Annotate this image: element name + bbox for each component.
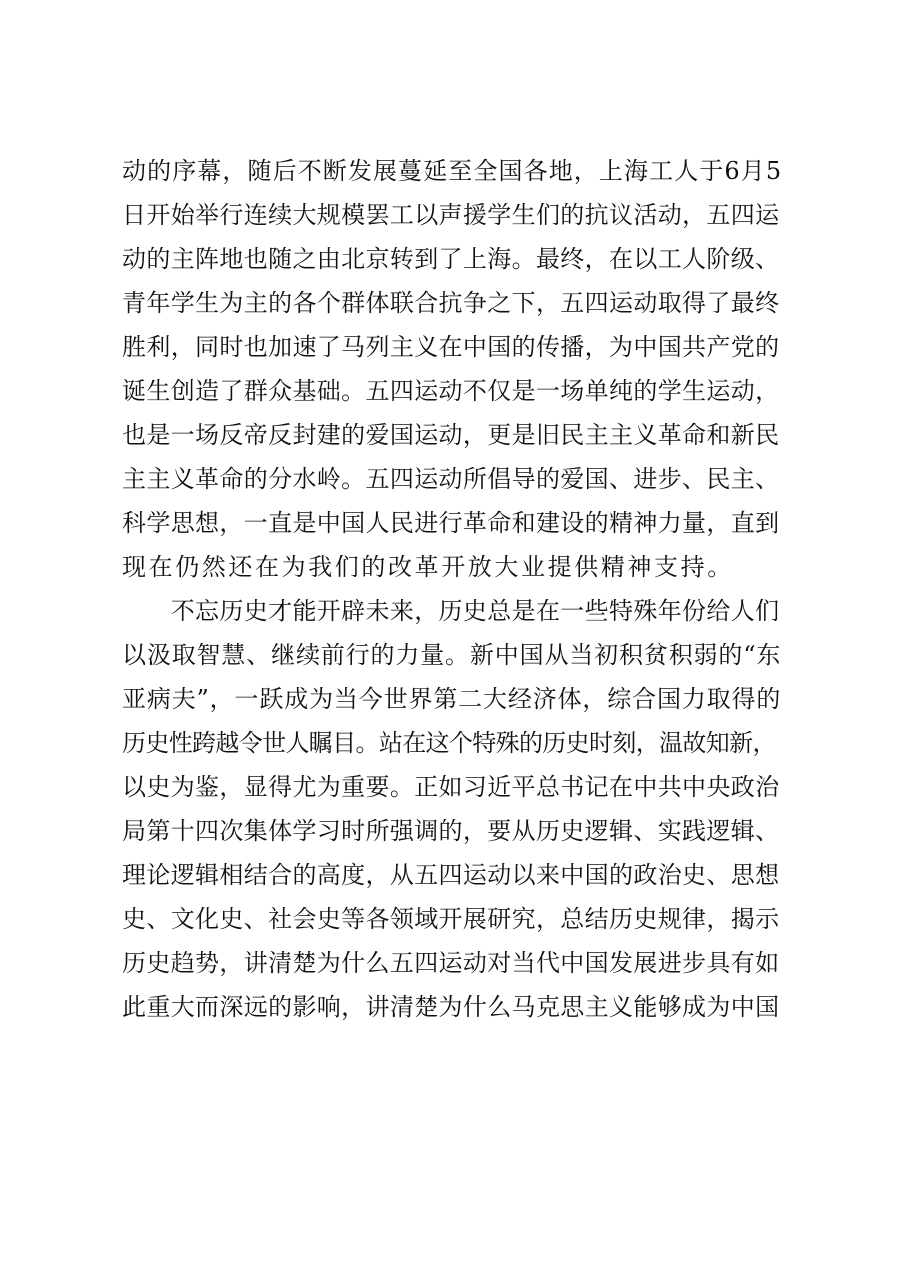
text-line: 日开始举行连续大规模罢工以声援学生们的抗议活动，五四运 <box>122 201 780 229</box>
text-line: 历史趋势，讲清楚为什么五四运动对当代中国发展进步具有如 <box>122 949 780 977</box>
text-line: 此重大而深远的影响，讲清楚为什么马克思主义能够成为中国 <box>122 993 780 1021</box>
text-line: 以汲取智慧、继续前行的力量。新中国从当初积贫积弱的“东 <box>122 641 782 669</box>
text-line: 局第十四次集体学习时所强调的，要从历史逻辑、实践逻辑、 <box>122 817 780 845</box>
paragraph-1 <box>122 149 782 589</box>
text-line: 诞生创造了群众基础。五四运动不仅是一场单纯的学生运动， <box>122 377 780 405</box>
body-text <box>122 149 782 1029</box>
text-line: 理论逻辑相结合的高度，从五四运动以来中国的政治史、思想 <box>122 861 780 889</box>
text-line: 历史性跨越令世人瞩目。站在这个特殊的历史时刻，温故知新， <box>122 729 776 757</box>
text-line: 动的主阵地也随之由北京转到了上海。最终，在以工人阶级、 <box>122 245 780 273</box>
text-line: 动的序幕，随后不断发展蔓延至全国各地，上海工人于6月5 <box>122 157 783 185</box>
text-line: 以史为鉴，显得尤为重要。正如习近平总书记在中共中央政治 <box>122 773 780 801</box>
text-line: 现在仍然还在为我们的改革开放大业提供精神支持。 <box>122 553 734 581</box>
text-line: 亚病夫”，一跃成为当今世界第二大经济体，综合国力取得的 <box>122 685 782 713</box>
text-line: 史、文化史、社会史等各领域开展研究，总结历史规律，揭示 <box>122 905 780 933</box>
text-line: 不忘历史才能开辟未来，历史总是在一些特殊年份给人们 <box>122 597 780 625</box>
text-line: 也是一场反帝反封建的爱国运动，更是旧民主主义革命和新民 <box>122 421 780 449</box>
text-line: 胜利，同时也加速了马列主义在中国的传播，为中国共产党的 <box>122 333 780 361</box>
text-line: 主主义革命的分水岭。五四运动所倡导的爱国、进步、民主、 <box>122 465 780 493</box>
text-line: 青年学生为主的各个群体联合抗争之下，五四运动取得了最终 <box>122 289 780 317</box>
text-line: 科学思想，一直是中国人民进行革命和建设的精神力量，直到 <box>122 509 780 537</box>
paragraph-2 <box>122 589 782 1029</box>
